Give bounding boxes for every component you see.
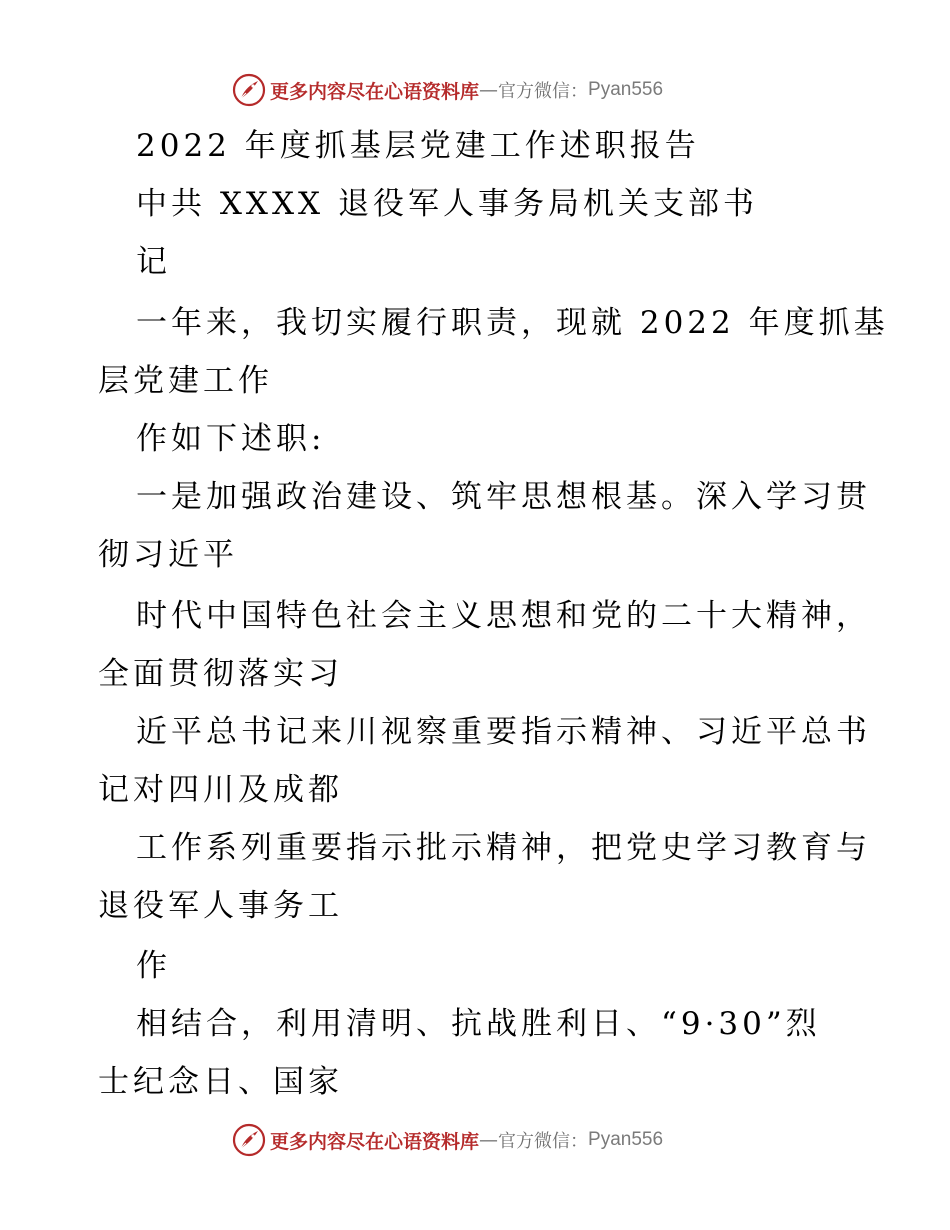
watermark-dash: —: [479, 1129, 499, 1151]
watermark-official-label: 官方微信：: [498, 81, 589, 102]
paragraph-line: 时代中国特色社会主义思想和党的二十大精神，: [136, 598, 871, 634]
paragraph-line: 相结合，利用清明、抗战胜利日、“9·30”烈: [136, 1006, 821, 1042]
watermark-brand: 更多内容尽在心语资料库: [270, 1130, 480, 1153]
paragraph-line: 层党建工作: [98, 363, 273, 399]
watermark-brand: 更多内容尽在心语资料库: [270, 80, 480, 103]
paragraph-line: 一是加强政治建设、筑牢思想根基。深入学习贯: [136, 479, 871, 515]
paragraph-line: 彻习近平: [98, 537, 238, 573]
watermark-wechat-id: Pyan556: [588, 79, 664, 100]
paragraph-line: 记对四川及成都: [98, 772, 343, 808]
quill-pen-logo-icon: [232, 1123, 266, 1157]
paragraph-line: 近平总书记来川视察重要指示精神、习近平总书: [136, 714, 871, 750]
paragraph-line: 作如下述职:: [136, 421, 326, 457]
paragraph-line: 工作系列重要指示批示精神，把党史学习教育与: [136, 830, 871, 866]
paragraph-line: 全面贯彻落实习: [98, 656, 343, 692]
footer-watermark: [232, 1122, 663, 1158]
paragraph-line: 退役军人事务工: [98, 888, 343, 924]
document-title: 2022 年度抓基层党建工作述职报告: [136, 128, 700, 164]
paragraph-line: 士纪念日、国家: [98, 1064, 343, 1100]
watermark-wechat-id: Pyan556: [588, 1129, 664, 1150]
watermark-dash: —: [479, 79, 499, 101]
document-author-line-cont: 记: [136, 244, 171, 280]
paragraph-line: 一年来，我切实履行职责，现就 2022 年度抓基: [136, 305, 889, 341]
document-author-line: 中共 XXXX 退役军人事务局机关支部书: [136, 186, 758, 222]
watermark-official-label: 官方微信：: [498, 1131, 589, 1152]
paragraph-line: 作: [136, 948, 171, 984]
